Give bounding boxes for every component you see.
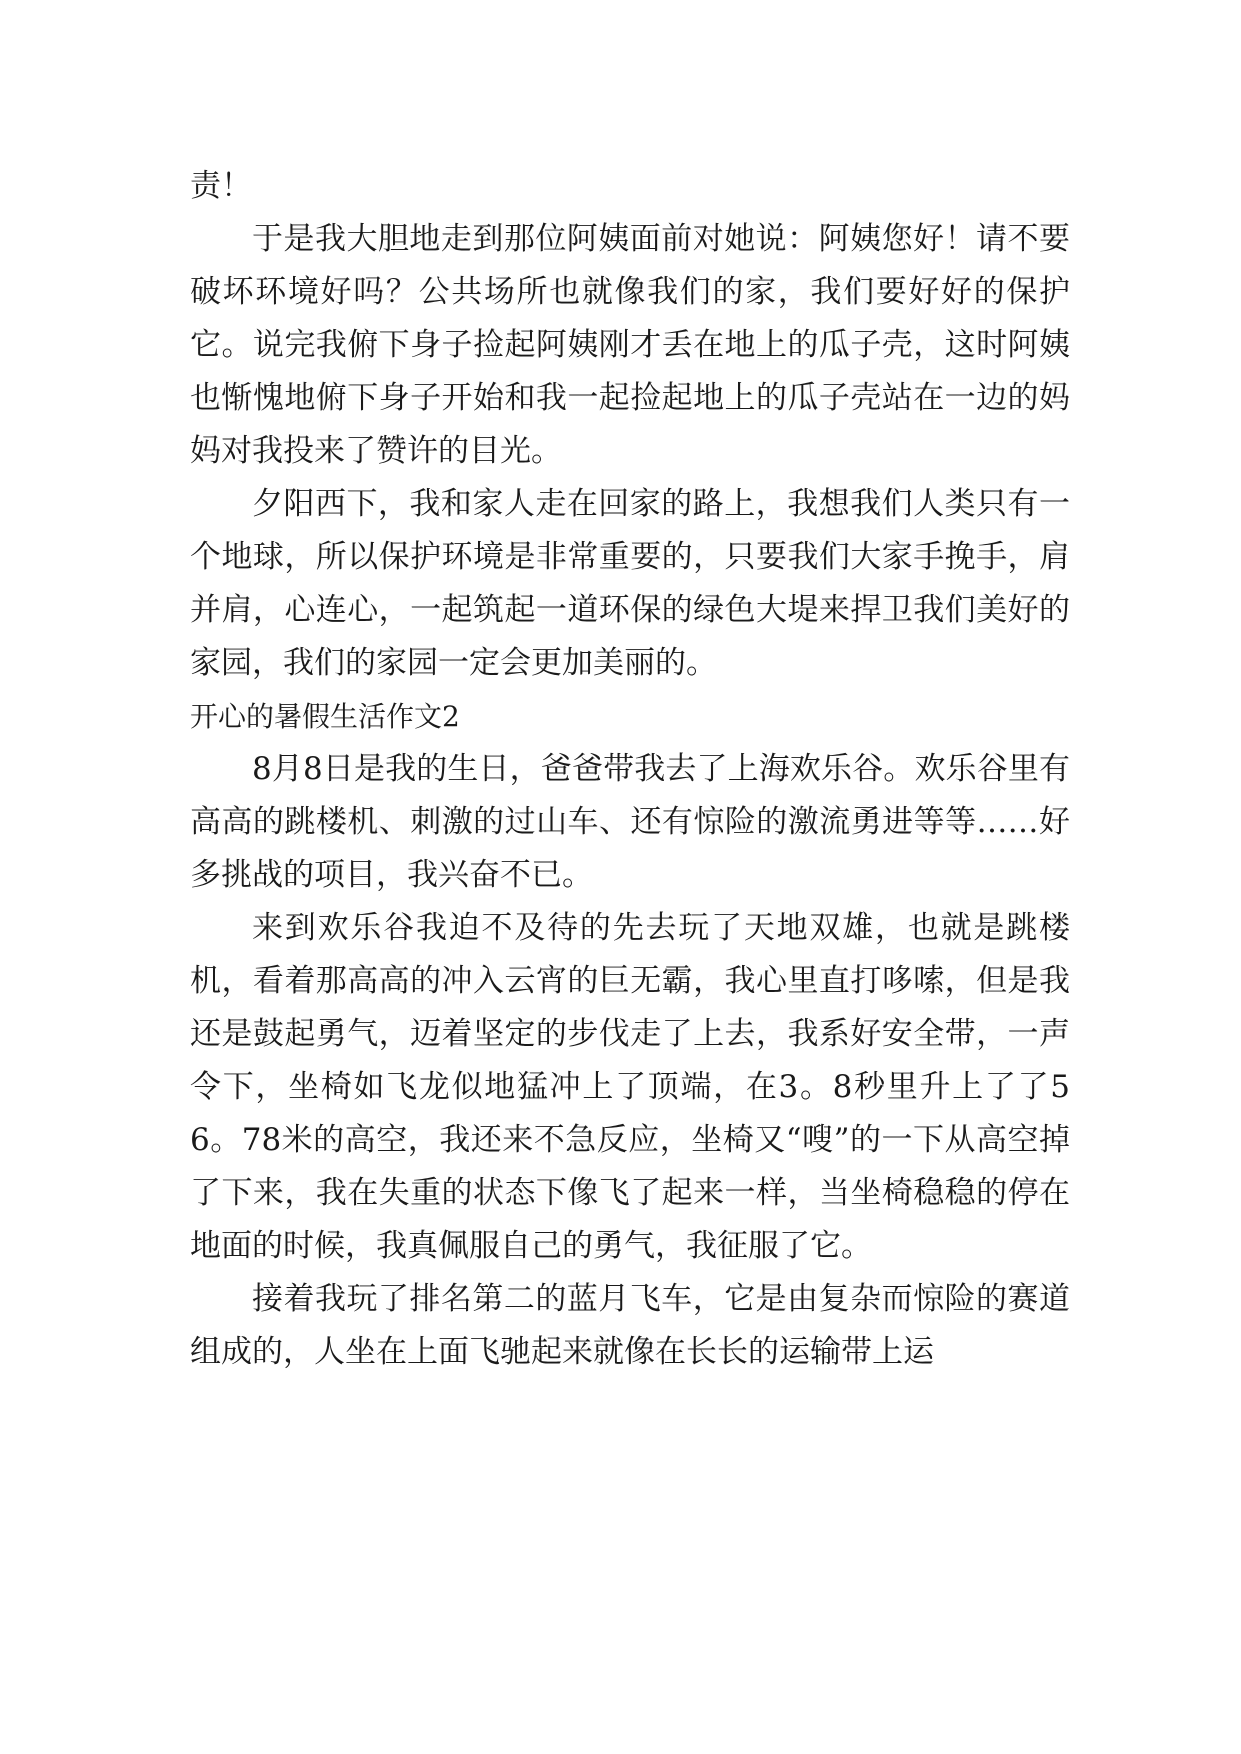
paragraph-continuation: 责！ [190, 168, 252, 204]
paragraph: 夕阳西下，我和家人走在回家的路上，我想我们人类只有一个地球，所以保护环境是非常重要的，只要我们大家手挽手，肩并肩，心连心，一起筑起一道环保的绿色大堤来捍卫我们美好的家园，我们的家园一定会更加美丽的。 [190, 486, 1070, 681]
paragraph: 8月8日是我的生日，爸爸带我去了上海欢乐谷。欢乐谷里有高高的跳楼机、刺激的过山车、还有惊险的激流勇进等等……好多挑战的项目，我兴奋不已。 [190, 751, 1070, 893]
essay-title: 开心的暑假生活作文2 [190, 700, 460, 733]
paragraph: 来到欢乐谷我迫不及待的先去玩了天地双雄，也就是跳楼机，看着那高高的冲入云宵的巨无霸，我心里直打哆嗦，但是我还是鼓起勇气，迈着坚定的步伐走了上去，我系好安全带，一声令下，坐椅如飞龙似地猛冲上了顶端，在3。8秒里升上了了56。78米的高空，我还来不急反应，坐椅又“嗖”的一下从高空掉了下来，我在失重的状态下像飞了起来一样，当坐椅稳稳的停在地面的时候，我真佩服自己的勇气，我征服了它。 [190, 910, 1070, 1264]
paragraph: 接着我玩了排名第二的蓝月飞车，它是由复杂而惊险的赛道组成的，人坐在上面飞驰起来就像在长长的运输带上运 [190, 1281, 1070, 1370]
document-body [190, 160, 1070, 1379]
paragraph: 于是我大胆地走到那位阿姨面前对她说：阿姨您好！请不要破坏环境好吗？公共场所也就像我们的家，我们要好好的保护它。说完我俯下身子捡起阿姨刚才丢在地上的瓜子壳，这时阿姨也惭愧地俯下身子开始和我一起捡起地上的瓜子壳站在一边的妈妈对我投来了赞许的目光。 [190, 221, 1070, 469]
